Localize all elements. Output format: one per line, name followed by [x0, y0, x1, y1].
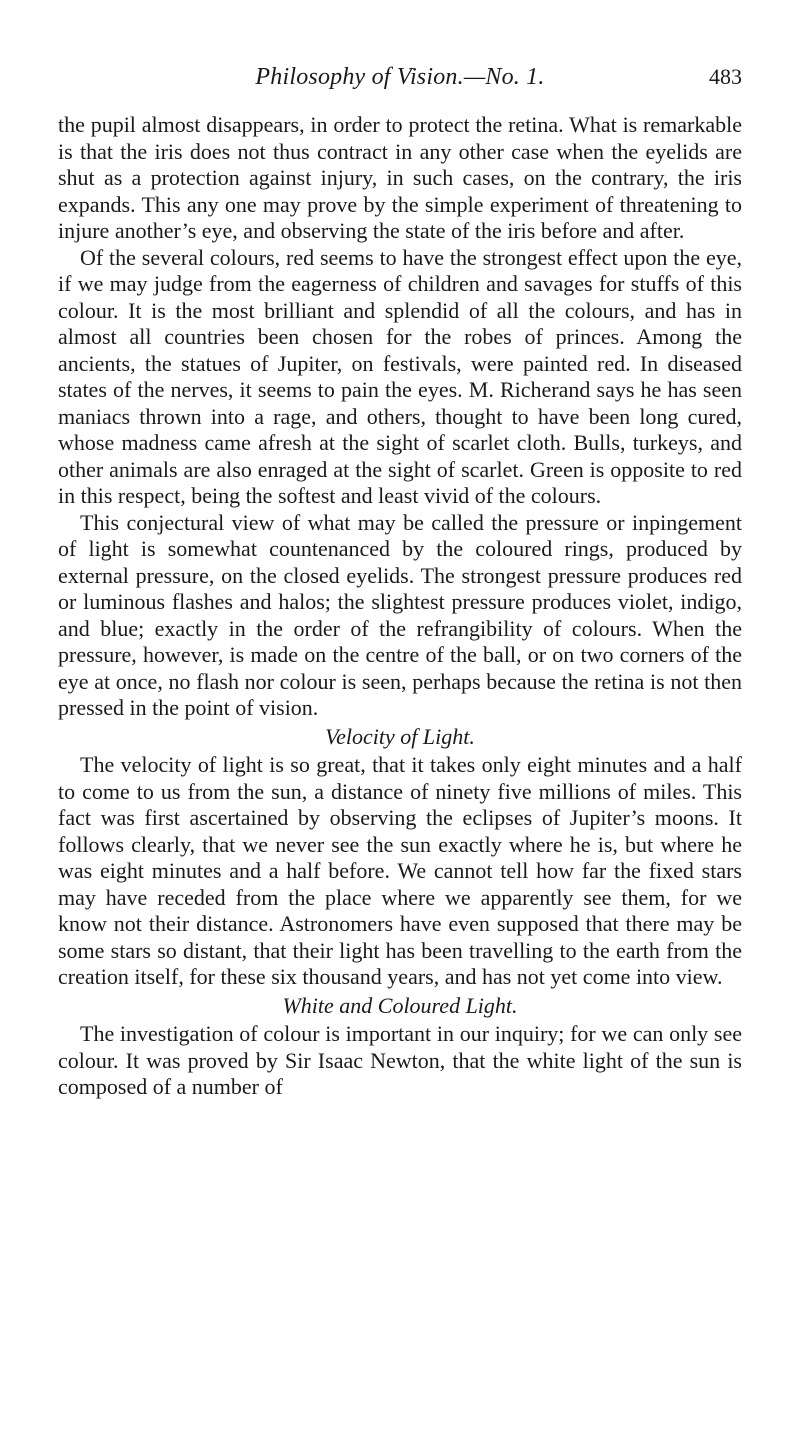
running-title: Philosophy of Vision.—No. 1.: [255, 64, 545, 90]
page-number: 483: [709, 64, 742, 89]
heading-velocity-of-light: Velocity of Light.: [325, 723, 475, 749]
paragraph-pressure: This conjectural view of what may be called the pressure or inpingement of light is somewhat countenanced by the coloured rings, produced by external pressure, on the closed eyelids. The strongest pressure produces red or luminous flashes and halos; the slightest pressure produces violet, indigo, and blue; exactly in the order of the refrangibility of colours. When the pressure, however, is made on the centre of the ball, or on two corners of the eye at once, no flash nor colour is seen, perhaps because the retina is not then pressed in the point of vision.: [58, 509, 742, 720]
paragraph-red-colour: Of the several colours, red seems to have the strongest effect upon the eye, if we may judge from the eagerness of children and savages for stuffs of this colour. It is the most brilliant and splendid of all the colours, and has in almost all countries been chosen for the robes of princes. Among the ancients, the statues of Jupiter, on festivals, were painted red. In diseased states of the nerves, it seems to pain the eyes. M. Richerand says he has seen maniacs thrown into a rage, and others, thought to have been long cured, whose madness came afresh at the sight of scarlet cloth. Bulls, turkeys, and other animals are also enraged at the sight of scarlet. Green is opposite to red in this respect, being the softest and least vivid of the colours.: [58, 244, 742, 508]
body-text: [58, 112, 742, 1101]
paragraph-white-light: The investigation of colour is important in our inquiry; for we can only see colour. It was proved by Sir Isaac Newton, that the white light of the sun is composed of a number of: [58, 1021, 742, 1099]
paragraph-pupil: the pupil almost disappears, in order to protect the retina. What is remarkable is that the iris does not thus contract in any other case when the eyelids are shut as a protection against injury, in such cases, on the contrary, the iris expands. This any one may prove by the simple experiment of threatening to injure another’s eye, and observing the state of the iris before and after.: [58, 112, 742, 243]
paragraph-velocity: The velocity of light is so great, that it takes only eight minutes and a half to come to us from the sun, a distance of ninety five millions of miles. This fact was first ascertained by observing the eclipses of Jupiter’s moons. It follows clearly, that we never see the sun exactly where he is, but where he was eight minutes and a half before. We cannot tell how far the fixed stars may have receded from the place where we apparently see them, for we know not their distance. Astronomers have even supposed that there may be some stars so distant, that their light has been travelling to the earth from the creation itself, for these six thousand years, and has not yet come into view.: [58, 752, 742, 989]
running-header: [58, 64, 742, 100]
heading-white-and-coloured-light: White and Coloured Light.: [282, 992, 518, 1018]
